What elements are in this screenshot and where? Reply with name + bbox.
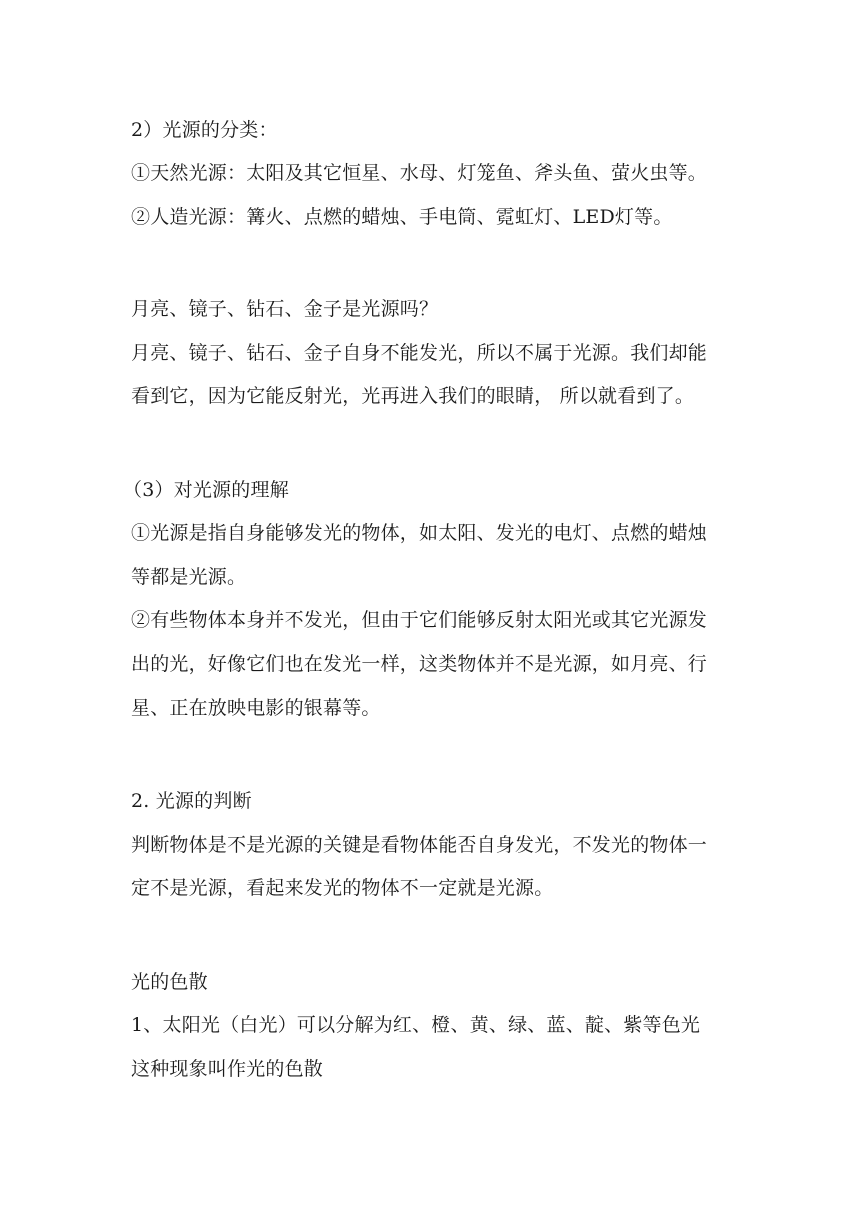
section-heading-dispersion: 光的色散: [131, 971, 208, 993]
dispersion-line-2: 这种现象叫作光的色散: [131, 1058, 324, 1080]
judgement-line-2: 定不是光源，看起来发光的物体不一定就是光源。: [131, 877, 554, 899]
judgement-line-1: 判断物体是不是光源的关键是看物体能否自身发光，不发光的物体一: [131, 834, 708, 856]
question-text: 月亮、镜子、钻石、金子是光源吗？: [131, 298, 439, 320]
classification-artificial-item: ②人造光源：篝火、点燃的蜡烛、手电筒、霓虹灯、LED灯等。: [131, 206, 673, 228]
classification-natural-item: ①天然光源：太阳及其它恒星、水母、灯笼鱼、斧头鱼、萤火虫等。: [131, 162, 708, 184]
understanding-item-2-line-2: 出的光，好像它们也在发光一样，这类物体并不是光源，如月亮、行: [131, 653, 708, 675]
answer-line-2: 看到它，因为它能反射光，光再进入我们的眼睛， 所以就看到了。: [131, 385, 695, 407]
answer-line-1: 月亮、镜子、钻石、金子自身不能发光，所以不属于光源。我们却能: [131, 342, 708, 364]
understanding-item-1-line-1: ①光源是指自身能够发光的物体，如太阳、发光的电灯、点燃的蜡烛: [131, 522, 708, 544]
understanding-item-2-line-1: ②有些物体本身并不发光，但由于它们能够反射太阳光或其它光源发: [131, 609, 708, 631]
section-heading-understanding: （3）对光源的理解: [123, 479, 289, 501]
dispersion-line-1: 1、太阳光（白光）可以分解为红、橙、黄、绿、蓝、靛、紫等色光: [131, 1014, 701, 1036]
understanding-item-1-line-2: 等都是光源。: [131, 566, 247, 588]
understanding-item-2-line-3: 星、正在放映电影的银幕等。: [131, 697, 381, 719]
section-heading-judgement: 2. 光源的判断: [131, 790, 252, 812]
section-heading-classification: 2）光源的分类：: [131, 119, 278, 141]
